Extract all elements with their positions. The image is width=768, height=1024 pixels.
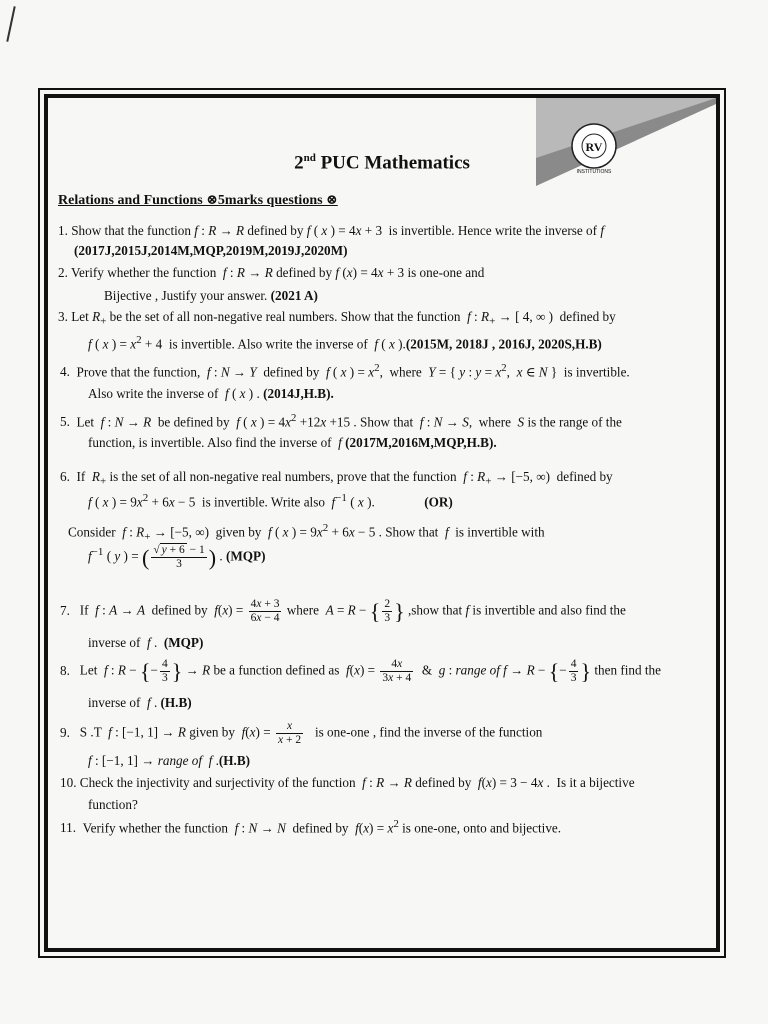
worksheet-frame — [44, 94, 720, 952]
logo-ring-text: INSTITUTIONS — [576, 169, 612, 175]
question-10-line2: function? — [88, 797, 138, 812]
question-5: 5. Let f : N → R be defined by f ( x ) = $4x^2 +12x +15$ . Show that f : N → S, where S is the range of the — [60, 412, 622, 430]
question-2-line2: Bijective , Justify your answer. (2021 A) — [104, 288, 318, 303]
question-7-line2: inverse of f . (MQP) — [88, 635, 204, 650]
question-2: 2. Verify whether the function f : R → R defined by f (x) = 4x + 3 is one-one and — [58, 265, 485, 280]
pen-mark — [6, 6, 15, 42]
logo-text: RV — [585, 140, 603, 154]
question-3: 3. Let $R_+$ be the set of all non-negative real numbers. Show that the function f : $R_+$ → [ 4, ∞ ) defined by — [58, 309, 616, 328]
page-title: 2nd PUC Mathematics — [294, 152, 470, 174]
section-title: Relations and Functions ⊗5marks questions ⊗ — [58, 193, 338, 208]
question-9: 9. S .T f : [−1, 1] → R given by f(x) = $\frac{x}{x + 2}$ is one-one , find the inverse of the function — [60, 720, 543, 746]
question-7: 7. If f : A → A defined by f(x) = $\frac{4x + 3}{6x - 4}$ where A = R − { $\frac{2}{3}$ } ,show that f is invertible and also find the — [60, 598, 626, 624]
question-8-line2: inverse of f . (H.B) — [88, 695, 192, 710]
question-1-refs: (2017J,2015J,2014M,MQP,2019M,2019J,2020M) — [74, 243, 348, 258]
question-4: 4. Prove that the function, f : N → Y defined by f ( x ) = $x^2$, where Y = { y : $y = x^2$, x ∈ N } is invertible. — [60, 362, 630, 380]
question-6: 6. If $R_+$ is the set of all non-negative real numbers, prove that the function f : $R_+ \to [-5$, ∞) defined by — [60, 469, 613, 488]
question-11: 11. Verify whether the function f : N → N defined by $f(x) = x^2$ is one-one, onto and bijective. — [60, 818, 562, 836]
question-6-formula: $f^{-1}$ ( y ) = ( $\frac{√ y + 6 - 1}{3}$ ) . (MQP) — [88, 544, 266, 570]
question-10: 10. Check the injectivity and surjectivity of the function f : R → R defined by f(x) = 3 − 4x . Is it a bijective — [60, 775, 635, 790]
question-6-line2: f ( x ) = $9x^2 + 6x - 5$ is invertible. Write also $f^{-1}$ ( x ). (OR) — [88, 492, 453, 510]
question-6-or: Consider f : $R_+ \to [-5$, ∞) given by f ( x ) = $9x^2 + 6x - 5$ . Show that f is invertible with — [68, 522, 545, 544]
question-1: 1. Show that the function f : R → R defined by f ( x ) = 4x + 3 is invertible. Hence write the inverse of f — [58, 223, 605, 238]
question-8: 8. Let f : R − {− $\frac{4}{3}$ } → R be a function defined as f(x) = $\frac{4x}{3x + 4}$ & g : range of f → R − {− $\frac{4}{3}$ } then find the — [60, 658, 661, 684]
question-9-line2: f : [−1, 1] → range of f .(H.B) — [88, 753, 251, 768]
question-4-line2: Also write the inverse of f ( x ) . (2014J,H.B). — [88, 386, 334, 401]
logo-corner — [536, 98, 716, 188]
question-5-line2: function, is invertible. Also find the inverse of f (2017M,2016M,MQP,H.B). — [88, 435, 497, 450]
question-3-line2: f ( x ) = $x^2 + 4$ is invertible. Also write the inverse of f ( x ).(2015M, 2018J , 2016J, 2020S,H.B) — [88, 334, 602, 352]
